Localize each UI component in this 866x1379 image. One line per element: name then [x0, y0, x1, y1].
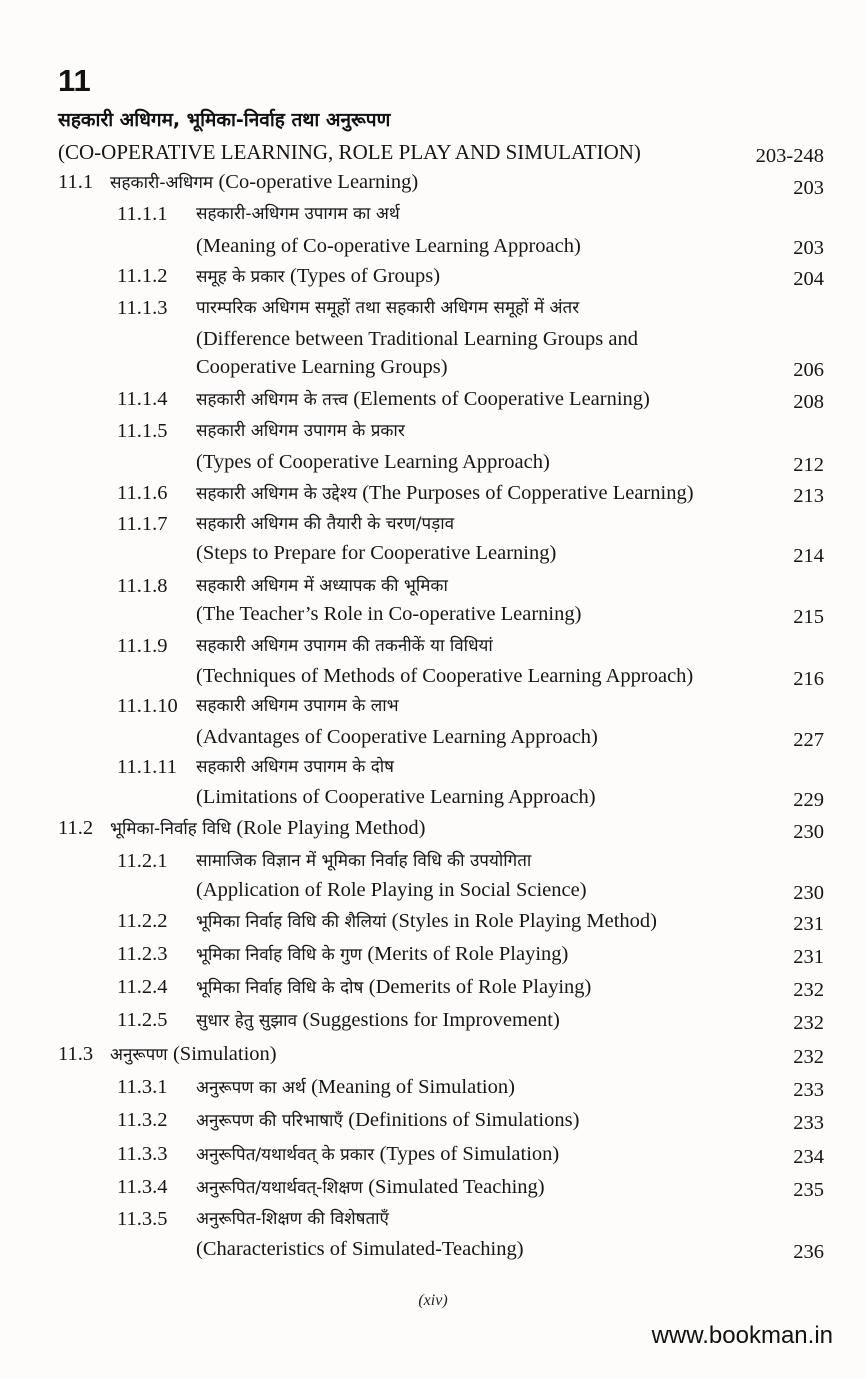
subsection-number: 11.2.1 [117, 850, 168, 872]
subsection-number: 11.3.1 [117, 1076, 168, 1098]
section-title-hindi: अनुरूपण [110, 1045, 173, 1065]
subsection-title [196, 262, 440, 291]
subsection-title [196, 973, 591, 1002]
subsection-page: 232 [793, 1012, 824, 1034]
chapter-title-hindi: सहकारी अधिगम, भूमिका-निर्वाह तथा अनुरूपण [58, 109, 391, 131]
section-title-hindi: सहकारी-अधिगम [110, 173, 219, 193]
subsection-title-english: (Suggestions for Improvement) [302, 1009, 560, 1031]
subsection-page: 230 [793, 882, 824, 904]
subsection-title-hindi: अनुरूपित-शिक्षण की विशेषताएँ [196, 1209, 389, 1229]
subsection-number: 11.3.4 [117, 1176, 168, 1198]
subsection-page: 206 [793, 359, 824, 381]
subsection-page: 227 [793, 729, 824, 751]
subsection-title [196, 940, 568, 969]
subsection-title-hindi: सुधार हेतु सुझाव [196, 1011, 303, 1031]
subsection-title-hindi: अनुरूपण की परिभाषाएँ [196, 1111, 349, 1131]
section-title [110, 168, 418, 197]
subsection-title-english: (Limitations of Cooperative Learning Approach) [196, 786, 596, 808]
section-number: 11.3 [58, 1043, 94, 1065]
section-number: 11.1 [58, 171, 94, 193]
subsection-number: 11.2.2 [117, 910, 168, 932]
subsection-title-english: (Steps to Prepare for Cooperative Learning) [196, 542, 557, 564]
subsection-title [196, 385, 650, 414]
subsection-page: 208 [793, 391, 824, 413]
subsection-number: 11.3.5 [117, 1208, 168, 1230]
subsection-page: 214 [793, 545, 824, 567]
subsection-title-english: (Types of Simulation) [379, 1143, 560, 1165]
subsection-title-hindi: सहकारी-अधिगम उपागम का अर्थ [196, 204, 400, 224]
subsection-title [196, 479, 694, 508]
subsection-title-english: (Merits of Role Playing) [367, 943, 569, 965]
chapter-page-range: 203-248 [755, 145, 824, 167]
subsection-title-english: (Demerits of Role Playing) [368, 976, 592, 998]
subsection-title-hindi: अनुरूपण का अर्थ [196, 1078, 312, 1098]
section-title [110, 1040, 277, 1069]
page-number-roman: (xiv) [418, 1292, 448, 1309]
subsection-title-english: (Elements of Cooperative Learning) [353, 388, 650, 410]
section-title-english: (Role Playing Method) [236, 817, 426, 839]
subsection-title-english: (Meaning of Simulation) [311, 1076, 515, 1098]
subsection-number: 11.1.9 [117, 635, 168, 657]
subsection-number: 11.2.5 [117, 1009, 168, 1031]
subsection-title [196, 1140, 559, 1169]
subsection-title-hindi: भूमिका निर्वाह विधि की शैलियां [196, 912, 392, 932]
subsection-page: 234 [793, 1146, 824, 1168]
subsection-number: 11.1.2 [117, 265, 168, 287]
subsection-number: 11.1.3 [117, 297, 168, 319]
subsection-page: 231 [793, 946, 824, 968]
subsection-page: 213 [793, 485, 824, 507]
subsection-title [196, 1006, 560, 1035]
subsection-number: 11.1.5 [117, 420, 168, 442]
subsection-title [196, 1073, 515, 1102]
subsection-title-hindi: सहकारी अधिगम के तत्त्व [196, 390, 354, 410]
section-title-hindi: भूमिका-निर्वाह विधि [110, 819, 237, 839]
subsection-page: 231 [793, 913, 824, 935]
subsection-title-hindi: पारम्परिक अधिगम समूहों तथा सहकारी अधिगम समूहों में अंतर [196, 298, 580, 318]
section-title-english: (Simulation) [172, 1043, 277, 1065]
subsection-title-english: (The Teacher’s Role in Co-operative Learning) [196, 603, 582, 625]
subsection-title-hindi: भूमिका निर्वाह विधि के दोष [196, 978, 369, 998]
section-number: 11.2 [58, 817, 94, 839]
subsection-title [196, 907, 657, 936]
subsection-title-hindi: अनुरूपित/यथार्थवत्-शिक्षण [196, 1178, 369, 1198]
subsection-number: 11.1.11 [117, 756, 177, 778]
subsection-title-hindi: सहकारी अधिगम के उद्देश्य [196, 484, 363, 504]
subsection-page: 216 [793, 668, 824, 690]
subsection-title-hindi: समूह के प्रकार [196, 267, 291, 287]
subsection-title-hindi: सहकारी अधिगम उपागम के दोष [196, 757, 394, 777]
subsection-page: 203 [793, 237, 824, 259]
subsection-number: 11.1.10 [117, 695, 178, 717]
subsection-title [196, 1173, 545, 1202]
website-watermark: www.bookman.in [651, 1322, 833, 1349]
section-title [110, 814, 425, 843]
section-page: 203 [793, 177, 824, 199]
subsection-number: 11.1.1 [117, 203, 168, 225]
subsection-page: 233 [793, 1112, 824, 1134]
chapter-title-english [58, 138, 824, 166]
subsection-title-hindi: अनुरूपित/यथार्थवत् के प्रकार [196, 1145, 380, 1165]
subsection-title-english: (Application of Role Playing in Social Science) [196, 879, 587, 901]
subsection-title-english: (Advantages of Cooperative Learning Approach) [196, 726, 598, 748]
subsection-title-hindi: सहकारी अधिगम उपागम के लाभ [196, 696, 399, 716]
section-title-english: (Co-operative Learning) [218, 171, 419, 193]
subsection-page: 232 [793, 979, 824, 1001]
subsection-title-english: (Simulated Teaching) [368, 1176, 545, 1198]
subsection-title-hindi: सहकारी अधिगम में अध्यापक की भूमिका [196, 576, 448, 596]
subsection-title-english: (The Purposes of Copperative Learning) [362, 482, 694, 504]
subsection-title-english: (Difference between Traditional Learning Groups and [196, 328, 638, 350]
subsection-title-hindi: सामाजिक विज्ञान में भूमिका निर्वाह विधि की उपयोगिता [196, 851, 532, 871]
chapter-number: 11 [58, 63, 91, 98]
subsection-number: 11.1.8 [117, 575, 168, 597]
subsection-title [196, 1106, 579, 1135]
subsection-title-hindi: सहकारी अधिगम की तैयारी के चरण/पड़ाव [196, 514, 455, 534]
subsection-title-english: (Types of Cooperative Learning Approach) [196, 451, 550, 473]
subsection-title-hindi: सहकारी अधिगम उपागम की तकनीकें या विधियां [196, 636, 493, 656]
subsection-title-english: (Types of Groups) [290, 265, 441, 287]
subsection-page: 235 [793, 1179, 824, 1201]
subsection-title-english: (Characteristics of Simulated-Teaching) [196, 1238, 524, 1260]
subsection-page: 229 [793, 789, 824, 811]
subsection-title-english: (Styles in Role Playing Method) [391, 910, 658, 932]
section-page: 230 [793, 821, 824, 843]
subsection-title-hindi: सहकारी अधिगम उपागम के प्रकार [196, 421, 405, 441]
subsection-title-english: (Meaning of Co-operative Learning Approach) [196, 235, 581, 257]
section-page: 232 [793, 1046, 824, 1068]
subsection-number: 11.2.3 [117, 943, 168, 965]
subsection-title-english-cont: Cooperative Learning Groups) [196, 356, 448, 378]
subsection-title-english: (Techniques of Methods of Cooperative Learning Approach) [196, 665, 694, 687]
subsection-number: 11.3.2 [117, 1109, 168, 1131]
subsection-title-english: (Definitions of Simulations) [348, 1109, 580, 1131]
subsection-title-hindi: भूमिका निर्वाह विधि के गुण [196, 945, 368, 965]
subsection-number: 11.1.6 [117, 482, 168, 504]
subsection-page: 212 [793, 454, 824, 476]
subsection-number: 11.1.4 [117, 388, 168, 410]
chapter-title-english-text: (CO-OPERATIVE LEARNING, ROLE PLAY AND SIMULATION) [58, 140, 641, 164]
subsection-page: 204 [793, 268, 824, 290]
subsection-number: 11.3.3 [117, 1143, 168, 1165]
subsection-page: 236 [793, 1241, 824, 1263]
subsection-page: 215 [793, 606, 824, 628]
subsection-number: 11.1.7 [117, 513, 168, 535]
subsection-page: 233 [793, 1079, 824, 1101]
subsection-number: 11.2.4 [117, 976, 168, 998]
